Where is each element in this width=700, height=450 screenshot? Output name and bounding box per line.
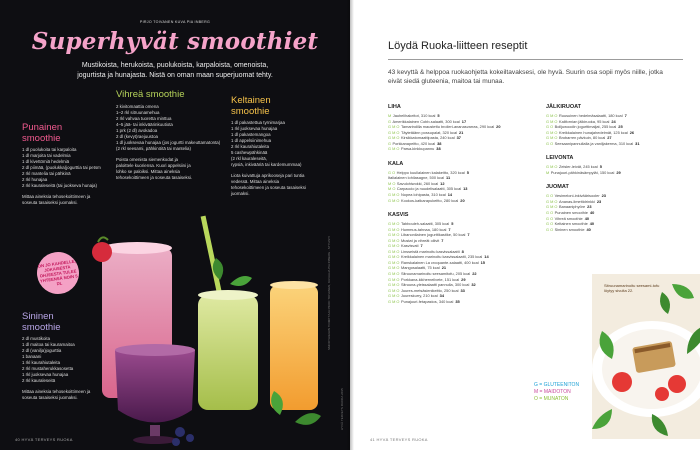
diet-tags: G M O [388,254,400,260]
page-title: Superhyvät smoothiet [31,28,319,55]
recipe-instructions: Mittaa aineksia tehosekoittimeen ja soseuta tasaiseksi juomaksi. [22,389,91,400]
recipe-heading: Vihreä smoothie [116,89,185,100]
ingredient: 1 dl kivettömiä hedelmiä [22,159,70,164]
page-number: 40 [589,210,595,216]
recipe-name: Linsseistä marinoitu kasvissalaatti [400,248,460,254]
smoothie-glasses-photo [80,200,350,450]
recipe-index-column-2 [546,104,686,232]
page-number: 5 [599,164,602,170]
index-title: Löydä Ruoka-liitteen reseptit [388,40,528,52]
ingredient: 2 rkl kaurahiutaleita [231,144,270,149]
ingredient: 1 dl pakastettua tyrnimarjaa [231,120,285,125]
recipe-name: Punajuuri-pähkinäsämpylät, 150 kcal [550,169,615,175]
diet-tags: G M O [388,192,400,198]
page-number: 21 [441,265,447,271]
page-number: 32 [471,282,476,288]
recipe-name: Porkkanapeitto, 420 kcal [392,140,436,146]
page-number: 40 [589,221,595,227]
diet-tags: G M O [388,226,400,232]
diet-tags: G [388,140,392,146]
legend-dairy-free: M = MAIDOTON [534,389,571,395]
section-gap [388,203,533,212]
page-number: 7 [441,237,444,243]
ingredient-list [231,120,311,168]
ingredient: 1 rkl juoksevaa hunajaa [22,372,69,377]
diet-tags: G O [546,215,554,221]
ingredient-list [116,103,221,152]
recipe-heading: Keltainen smoothie [231,95,271,117]
legend-egg-free: O = MUNATON [534,396,569,402]
recipe-name: Kasvisvati [400,243,419,249]
page-number: 7 [420,243,423,249]
ingredient: 1 dl maitoa tai kauramaitoa [22,342,75,347]
recipe-name: Kirsikkatomaattipasta, 240 kcal [400,135,455,141]
page-number: 5 [466,169,469,175]
diet-tags: M O [388,186,396,192]
recipe-name: Sininen smoothie [554,226,585,232]
section-gap [388,152,533,161]
page-number: 13 [463,186,468,192]
diet-tags: G M O [388,265,400,271]
page-folio: 41 HYVÄ TERVEYS RUOKA [370,437,428,442]
page-number: 24 [611,118,616,124]
page-number: 20 [460,197,465,203]
photo-credit-vertical-2: HYVÄ TERVEYS RUOKA 2015 [340,388,344,430]
diet-tags: G M O [546,113,558,118]
recipe-name: Ananas-limettidrinkki [558,198,595,204]
page-number: 29 [461,276,466,282]
tofu-salad-photo [592,274,700,439]
ingredient: 2 dl (kevyt)raejuustoa [116,133,158,139]
recipe-heading: Punainen smoothie [22,122,63,144]
recipe-name: Keltainen smoothie [554,221,588,227]
diet-tags: G O [546,210,554,216]
page-number: 22 [472,271,477,277]
recipe-instructions: Poista omenista siemenkodat ja paloittele kuoriensa. Kuori appelsiini ja lohko se paloiksi. Mittaa aineksia tehosekoittimeen ja soseuta tasaiseksi. [116,156,193,180]
diet-tags: G M O [546,204,558,210]
page-number: 25 [618,124,623,130]
recipe-name: Hummus-tahnaa, 180 kcal [400,226,447,232]
page-folio: 40 HYVÄ TERVEYS RUOKA [15,437,73,442]
recipe-heading: Sininen smoothie [22,311,61,333]
diet-tags: G [388,118,392,124]
ingredient: 2 rkl mustaherukkasosetta [22,366,74,371]
recipe-name: Tamarindilla maustettu broileri-ananasvarras, 290 kcal [400,124,495,130]
recipe-name: Mangosalaatti, 75 kcal [400,265,440,271]
diet-tags: G O [546,124,554,130]
recipe-name: Ranskalainen La croquante-salaatti, 400 kcal [400,259,479,265]
ingredient: 2 dl piimää, (puolukka)jogurttia tai petsm [22,165,101,170]
diet-tags: G O [546,193,554,199]
recipe-name: Helppo kuullalainen kalakeitto, 320 kcal [396,169,465,175]
page-number: 17 [461,118,467,124]
diet-tags: G M O [388,282,400,288]
recipe-name: Kreikkalainen marinoitu kasvissalaatti, 235 kcal [400,254,483,260]
index-category: LEIVONTA [546,155,574,162]
recipe-keltainen [231,96,311,197]
section-gap [546,146,686,155]
page-number: 11 [446,175,451,181]
index-category: KALA [388,160,404,167]
recipe-name: Täytetäänn possupalat, 320 kcal [400,129,457,135]
page-number: 23 [587,204,592,210]
recipe-name: Porkkana-kikherneilvete, 151 kcal [400,276,460,282]
diet-tags: G M O [546,198,558,204]
ingredient: (2 rkl kauraleseitä, [231,156,267,161]
recipe-name: Brobarren pävkuin, 80 kcal [558,135,606,141]
page-number: 29 [616,169,621,175]
recipe-name: Juures-metsäsienikeitto, 250 kcal [400,287,459,293]
recipe-name: Juureskurry, 210 kcal [400,293,438,299]
diet-tags: G M O [388,129,400,135]
ingredient: 1 dl appelsiinimehua [231,138,272,143]
ingredient: 1 banaani [22,354,42,359]
diet-tags: G M O [388,276,400,282]
ingredient: 1 prk (2 dl) avokadoa [116,127,158,133]
index-category: JÄLKIRUOAT [546,104,582,110]
diet-legend [534,382,579,403]
recipe-name: Punainen smoothie [554,210,588,216]
index-category: JUOMAT [546,184,569,191]
recipe-punainen [22,122,101,206]
diet-tags: G M O [388,232,400,238]
recipe-name: Sitruunamarinoitu seesamitofu, 205 kcal [400,271,471,277]
ingredient: 2 rkl kauraleseitä (tai juokseva hunaja) [22,183,97,188]
index-category: KASVIS [388,212,409,219]
right-page [350,0,700,450]
diet-tags: G M O [546,118,558,124]
ingredient: 1 dl puolukoita tai karpaloita [22,147,77,152]
ingredient: 2 rkl hunajaa [22,177,48,182]
ingredient: rypsiä, inkivääriä tai kardemummaa) [231,162,302,167]
legend-gluten-free: G = GLUTEENITON [534,382,580,388]
intro-text: Mustikoista, herukoista, puolukoista, karpaloista, omenoista, jogurtista ja hunajasta. Nistä on oman maan superjuomat tehty. [77,62,273,79]
recipe-name: Bolljuwoodin jogurttimaljat, 255 kcal [554,124,617,130]
page-number: 35 [455,298,460,304]
diet-tags: G M O [546,129,558,135]
diet-tags: M [388,113,392,118]
ingredient: 1 rkl kaurahiutaleita [22,360,61,365]
recipe-name: Seesaanipannullalla ja vaniljakerma, 310 kcal [554,140,634,146]
page-number: 15 [480,259,485,265]
ingredient: 1–2 rkl sitruunamehua [116,109,160,115]
index-category: LIHA [388,104,401,110]
ingredient: 2 dl mustikoita [22,336,51,341]
diet-tags: M [546,169,550,175]
page-number: 14 [484,254,489,260]
page-number: 20 [496,124,501,130]
page-number: 8 [461,248,464,254]
diet-tags: G M O [388,197,400,203]
page-number: 21 [459,129,464,135]
photo-credit-vertical: SMOOTHIEIHIN TOIMITTAJA PIRJO TOIVANEN, KUVAAJA PIA INBERG · STYLISTI [327,236,331,350]
recipe-name: Zeisler-leivät, 245 kcal [558,164,598,170]
ingredient: 2 dl (vanilja)jogurttia [22,348,62,353]
recipe-name: Jauhelihakeitot, 310 kcal [392,113,436,118]
recipe-name: Tabbouleh-salaatti, 305 kcal [400,221,450,227]
ingredient: 1 rkl juoksevaa hunajaa [231,126,278,131]
diet-tags: G M O [388,124,400,130]
recipe-vihrea [116,89,221,181]
author-credit: PIRJO TOIVANEN KUVA PIA INBERG [139,20,211,24]
diet-tags: G M O [388,259,400,265]
diet-tags: G M O [388,248,400,254]
recipe-name: Sitruuna-yleissalaatti pannulla, 300 kcal [400,282,470,288]
page-number: 26 [629,129,635,135]
page-number: 23 [601,193,606,199]
page-number: 5 [437,113,440,118]
page-number: 40 [586,226,591,232]
recipe-name: Nopea lohipasta, 310 kcal [400,192,446,198]
recipe-name: Kalifornian jälkiruoka, 95 kcal [558,118,610,124]
page-number: 31 [635,140,640,146]
diet-tags: G O [546,226,554,232]
ingredient: 2 rkl vahvaa tuoretta minttua [116,115,172,121]
index-row [546,227,686,233]
ingredient: 1 dl juoksevaa hunajaa (jos jogurtti makeuttamatonta) [116,139,221,145]
recipe-name: Libanonilainen jogurttikastike, 50 kcal [400,232,466,238]
ingredient: 2 kivitomaattia omena [116,103,159,109]
ingredient: 1 dl pakastemangoa [231,132,271,137]
recipe-instructions: Mittaa aineksia tehosekoittimeen ja soseuta tasaiseksi juomaksi. [22,194,91,205]
ingredient: 4–5 jää- tai inkiväärinkuutiota [116,121,173,127]
diet-tags: G M O [388,135,400,141]
ingredient: 2 rkl mantelia tai pähkinä [22,171,71,176]
diet-tags: G M O [546,164,558,170]
index-intro: 43 kevyttä & helppoa ruokaohjetta kokeiltavaksesi, ole hyvä. Suurin osa sopii myös niille, jotka eivät siedä gluteenia, maitoa tai munaa. [388,69,663,85]
page-number: 33 [460,287,465,293]
diet-tags: G M O [388,146,400,152]
ingredient: 2 rkl kauraleseitä [22,378,56,383]
recipe-name: Kookos-katkarapukeitto, 280 kcal [400,197,459,203]
page-number: 40 [584,215,590,221]
page-number: 38 [437,140,442,146]
diet-tags: M O [388,180,396,186]
diet-tags: G O [388,169,396,175]
recipe-index-column-1 [388,104,533,304]
index-row [388,299,533,305]
page-number: 7 [467,232,470,238]
recipe-name: Banaaniphyöre [558,204,586,210]
recipe-instructions: Liota kuivattuja aprikooseja pari tuntia vedessä. Mittaa aineksia tehosekoittimeen ja soseuta tasaiseksi juomaksi. [231,173,306,196]
page-number: 23 [596,198,602,204]
section-gap [546,175,686,184]
diet-tags: G O [546,140,554,146]
diet-tags: G M O [388,237,400,243]
recipe-name: Vihreä smoothie [554,215,583,221]
recipe-name: Italialainen lohilasagne, 500 kcal [388,175,445,181]
recipe-name: Mustat ja vihreät oliivit [400,237,440,243]
ingredient: 5 cashewpähkinää [231,150,268,155]
recipe-name: Savulohiwokki, 260 kcal [396,180,439,186]
diet-tags: G M O [388,221,400,227]
recipe-name: Parsa-kinkkupannu [400,146,435,152]
recipe-name: Kreikkalainen hunajahedelmät, 125 kcal [558,129,628,135]
photo-caption: Sitruunamarinoitu seesami-tofu löytyy sivulta 22. [604,283,660,293]
ingredient: 1 dl marjoita tai vadelmia [22,153,71,158]
diet-tags: G M O [546,135,558,141]
page-number: 34 [439,293,444,299]
page-number: 27 [607,135,612,141]
recipe-name: Punajuuri-fetapastos, 340 kcal [400,298,454,304]
serving-badge: ON JO KAHDELLE, JOKAISESTA OHJEESTA TULEE YHTEENSÄ NOIN 5 DL [34,249,81,296]
diet-tags: G M O [388,298,400,304]
diet-tags: G M O [388,271,400,277]
recipe-name: Ruusuinen hedelmäsalaatti, 180 kcal [558,113,623,118]
page-number: 12 [440,180,445,186]
diet-tags: G O [546,221,554,227]
page-number: 7 [448,226,451,232]
ingredient-list [22,147,101,189]
page-number: 14 [447,192,453,198]
recipe-name: Vesimeloni-inkiväärisooler [554,193,600,199]
diet-tags: G M O [388,243,400,249]
page-number: 38 [436,146,441,152]
title-divider [388,59,683,60]
diet-tags: G M O [388,287,400,293]
page-number: 37 [456,135,461,141]
recipe-name: Carpaccio ja nuudelisalaatti, 305 kcal [396,186,462,192]
ingredient: (2 rkl seesami, pähkinöitä tai mantelia) [116,145,191,151]
page-number: 5 [451,221,454,227]
recipe-name: Amerikkalainen Cobb-salaatti, 300 kcal [392,118,460,124]
diet-tags: G M O [388,293,400,299]
page-number: 7 [624,113,627,118]
